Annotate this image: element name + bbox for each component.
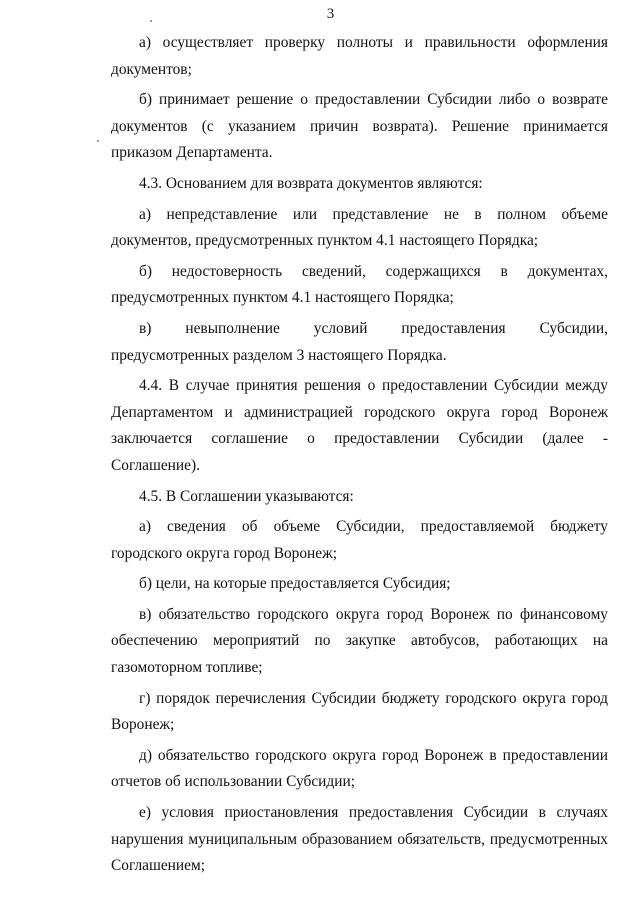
paragraph-4-2-b: б) принимает решение о предоставлении Субсидии либо о возврате документов (с указанием причин возврата). Решение принимается приказом Департамента. [111, 91, 608, 162]
paragraph-4-3-b: б) недостоверность сведений, содержащихся в документах, предусмотренных пунктом 4.1 настоящего Порядка; [111, 262, 608, 307]
document-body [111, 30, 608, 880]
paragraph-4-5: 4.5. В Соглашении указываются: [139, 487, 354, 505]
paragraph-4-3: 4.3. Основанием для возврата документов являются: [139, 174, 483, 192]
paragraph-4-5-d: г) порядок перечисления Субсидии бюджету городского округа город Воронеж; [111, 689, 608, 734]
paragraph-4-2-a: а) осуществляет проверку полноты и правильности оформления документов; [111, 34, 608, 78]
paragraph-4-5-a: а) сведения об объеме Субсидии, предоставляемой бюджету городского округа город Воронеж; [111, 518, 608, 562]
paragraph-4-5-f: е) условия приостановления предоставления Субсидии в случаях нарушения муниципальным образованием обязательств, предусмотренных Соглашением; [111, 804, 608, 875]
paragraph-4-5-c: в) обязательство городского округа город Воронеж по финансовому обеспечению мероприятий по закупке автобусов, работающих на газомоторном топливе; [111, 605, 608, 677]
page-number: 3 [326, 6, 335, 22]
paragraph-4-5-b: б) цели, на которые предоставляется Субсидия; [139, 575, 451, 593]
scan-speck [97, 140, 99, 142]
paragraph-4-5-e: д) обязательство городского округа город Воронеж в предоставлении отчетов об использовании Субсидии; [111, 746, 608, 791]
paragraph-4-3-c: в) невыполнение условий предоставления Субсидии, предусмотренных разделом 3 настоящего Порядка. [111, 319, 608, 364]
paragraph-4-3-a: а) непредставление или представление не в полном объеме документов, предусмотренных пунктом 4.1 настоящего Порядка; [111, 205, 608, 250]
paragraph-4-4: 4.4. В случае принятия решения о предоставлении Субсидии между Департаментом и администрацией городского округа город Воронеж заключается соглашение о предоставлении Субсидии (далее - Соглашение). [111, 377, 608, 474]
scan-speck [150, 20, 152, 22]
